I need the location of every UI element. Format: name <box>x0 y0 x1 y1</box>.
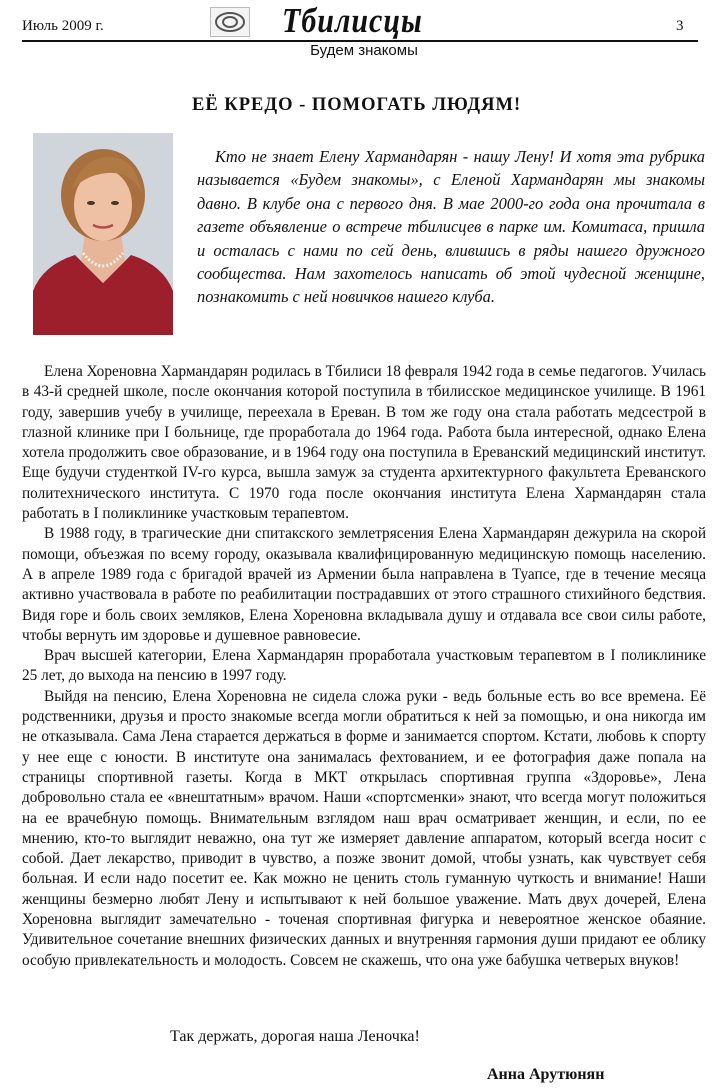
article-intro: Кто не знает Елену Хармандарян - нашу Лену! И хотя эта рубрика называется «Будем знакомы», с Еленой Хармандарян мы знакомы давно. В клубе она с первого дня. В мае 2000-го года она прочитала в газете объявление о встрече тбилисцев в парке им. Комитаса, пришла и осталась с нами по сей день, влившись в ряды нашего дружного сообщества. Нам захотелось написать об этой чудесной женщине, познакомить с ней новичков нашего клуба. <box>197 147 705 307</box>
body-paragraph: В 1988 году, в трагические дни спитакского землетрясения Елена Хармандарян дежурила на скорой помощи, объезжая по всему городу, оказывала квалифицированную медицинскую помощь населению. А в апреле 1989 года с бригадой врачей из Армении была направлена в Туапсе, где в течение месяца активно участвовала в работе по реабилитации пострадавших от этого страшного стихийного бедствия. Видя горе и боль своих земляков, Елена Хореновна вкладывала душу и отдавала все свои силы работе, чтобы вернуть им здоровье и душевное равновесие. <box>22 525 706 644</box>
page-number: 3 <box>676 18 684 34</box>
body-paragraph: Елена Хореновна Хармандарян родилась в Тбилиси 18 февраля 1942 года в семье педагогов. Училась в 43-й средней школе, после окончания которой поступила в тбилисское медицинское училище. В 1961 году, завершив учебу в училище, переехала в Ереван. В том же году она стала работать медсестрой в глазной клинике при I больнице, где проработала до 1964 года. Работа была интересной, однако Елена хотела продолжить свое образование, и в 1964 году она поступила в Ереванский медицинский институт. Еще будучи студенткой IV-го курса, вышла замуж за студента архитектурного факультета Ереванского политехнического института. С 1970 года после окончания института Елена Хармандарян стала работать в I поликлинике участковым терапевтом. <box>22 363 706 523</box>
body-paragraph: Выйдя на пенсию, Елена Хореновна не сидела сложа руки - ведь больные есть во все времена. Её родственники, друзья и просто знакомые всегда могли обратиться к ней за помощью, и она никогда им не отказывала. Сама Лена старается держаться в форме и занимается спортом. Кстати, любовь к спорту у нее еще с юности. В институте она занималась фехтованием, и ее фотография даже попала на страницы спортивной газеты. Когда в МКТ открылась спортивная группа «Здоровье», Лена добровольно стала ее «внештатным» врачом. Наши «спортсменки» знают, что всегда могут положиться на ее врачебную помощь. Внимательным взглядом наш врач осматривает женщин, и если, по ее мнению, кто-то выглядит неважно, она тут же измеряет давление аппаратом, который всегда носит с собой. Дает лекарство, приводит в чувство, а позже звонит домой, чтобы узнать, как чувствует себя больная. И если надо посетит ее. Как можно не ценить столь гуманную чуткость и внимание! Наши женщины безмерно любят Лену и испытывают к ней большое уважение. Мать двух дочерей, Елена Хореновна выглядит замечательно - точеная спортивная фигурка и невероятное женское обаяние. Удивительное сочетание внешних физических данных и внутренняя гармония души придают ее облику особую привлекательность и молодость. Совсем не скажешь, что она уже бабушка четверых внуков! <box>22 687 706 969</box>
club-emblem-icon <box>210 7 250 37</box>
closing-line: Так держать, дорогая наша Леночка! <box>170 1028 420 1045</box>
portrait-photo <box>33 133 173 335</box>
section-title: Будем знакомы <box>310 42 418 59</box>
page-header <box>0 0 728 58</box>
article-title: ЕЁ КРЕДО - ПОМОГАТЬ ЛЮДЯМ! <box>192 95 522 115</box>
body-paragraph: Врач высшей категории, Елена Хармандарян проработала участковым терапевтом в I поликлинике 25 лет, до выхода на пенсию в 1997 году. <box>22 647 706 685</box>
article-body <box>22 362 706 971</box>
author-signature: Анна Арутюнян <box>487 1066 605 1083</box>
newspaper-masthead: Тбилисцы <box>282 2 423 40</box>
issue-date: Июль 2009 г. <box>22 18 104 34</box>
